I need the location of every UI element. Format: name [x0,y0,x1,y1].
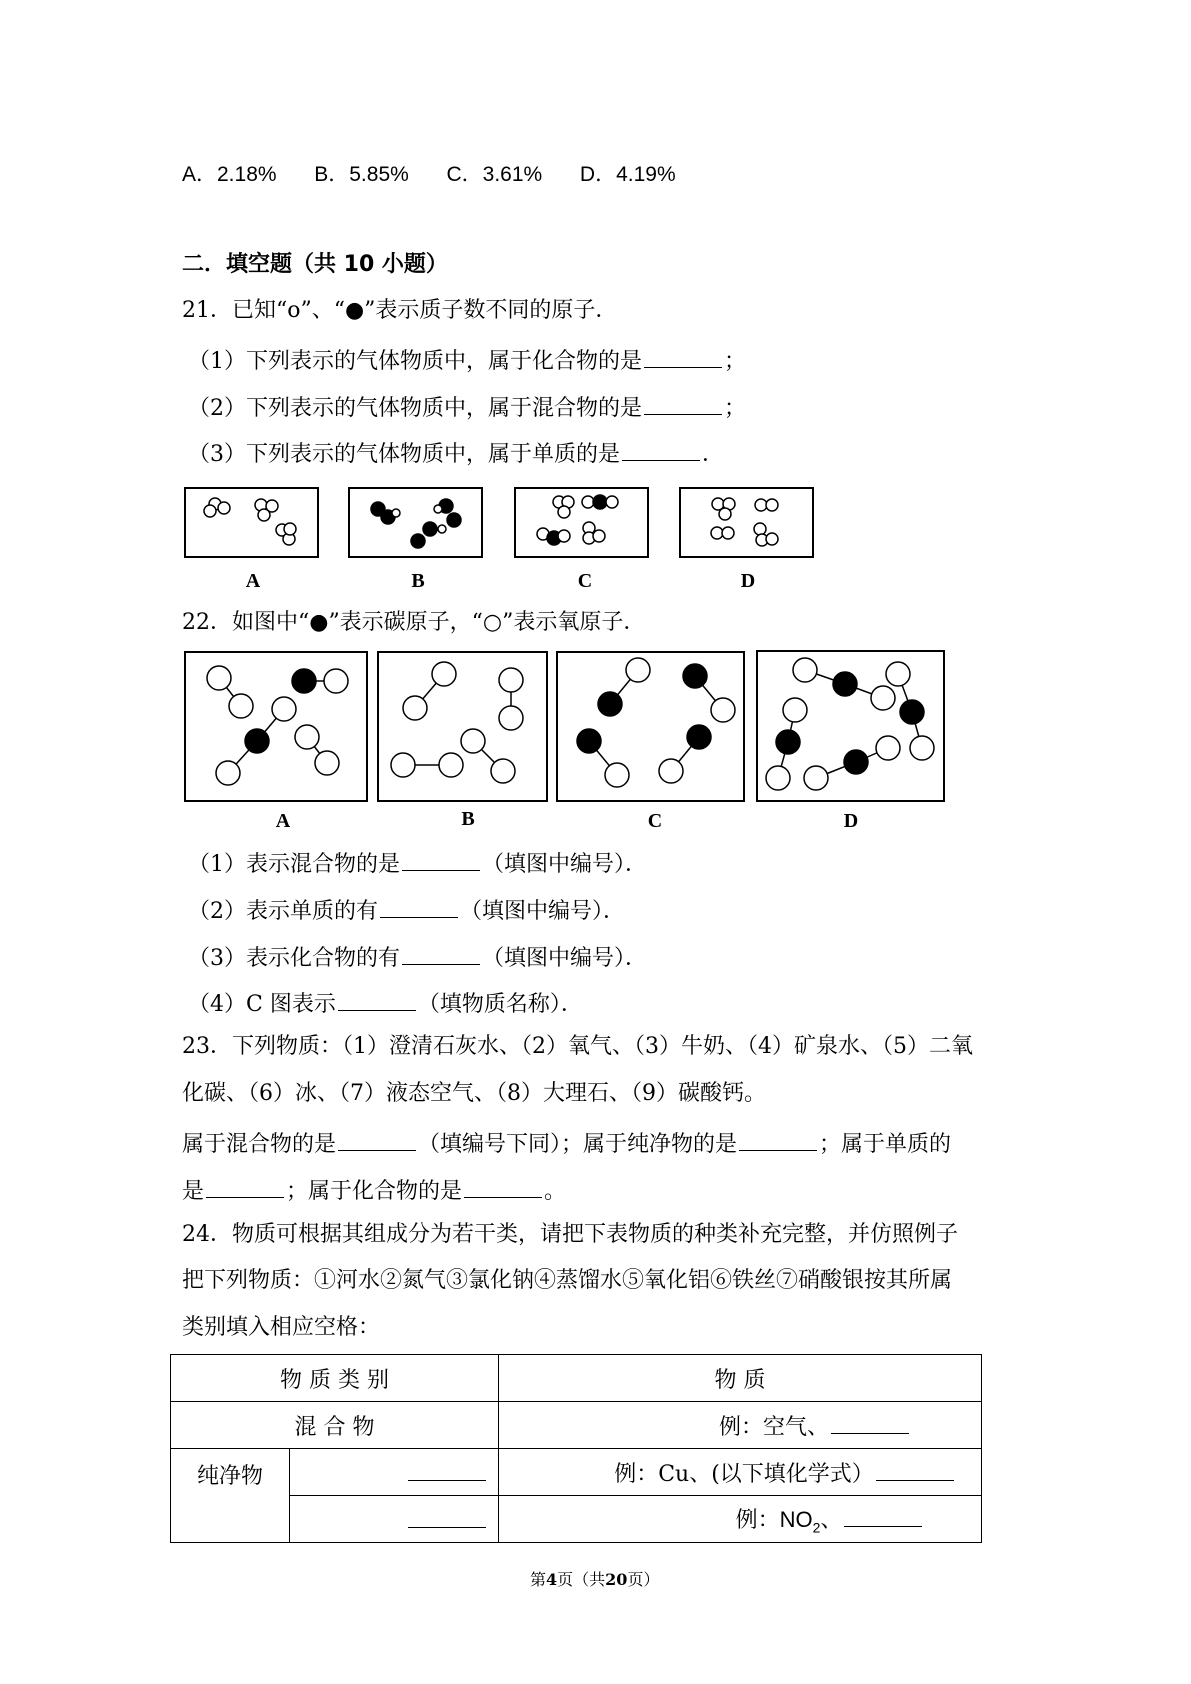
answer-blank[interactable] [338,1128,416,1151]
footer-prefix: 第 [530,1570,547,1589]
answer-blank[interactable] [739,1128,817,1151]
answer-blank[interactable] [876,1458,954,1481]
footer-page-number: 4 [546,1570,558,1589]
q22-label-a: A [275,810,291,832]
q21-sub2 [188,392,746,422]
mixture-example-cell [499,1402,982,1449]
table-row [171,1496,982,1543]
table-row [171,1402,982,1449]
q23-line3-a: 属于混合物的是 [182,1132,337,1157]
q21-figure-c [514,487,649,558]
q21-label-d: D [740,570,756,592]
pure-example-2-text: 例：NO [735,1506,813,1532]
q23-line4 [182,1175,566,1205]
page-footer [530,1567,659,1590]
q22-sub2-text: （2）表示单质的有 [188,899,378,924]
q21-figure-b [348,487,483,558]
q23-line3-b: （填编号下同）；属于纯净物的是 [418,1132,738,1157]
q22-figure-b [377,651,548,802]
q22-sub4-text: （4）C 图表示 [188,992,336,1017]
option-b: B．5.85% [314,163,409,186]
q23-line3 [182,1128,951,1158]
q22-sub4-end: （填物质名称）． [417,992,583,1017]
q21-sub3-text: （3）下列表示的气体物质中，属于单质的是 [188,442,620,467]
answer-blank[interactable] [206,1175,284,1198]
q22-sub4 [188,988,583,1018]
pure-example-2-suffix: 、 [820,1506,843,1532]
q22-figure-a [184,651,368,802]
q24-line2: 把下列物质：①河水②氮气③氯化钠④蒸馏水⑤氧化铝⑥铁丝⑦硝酸银按其所属 [182,1268,953,1293]
q21-sub2-end: ； [724,396,747,421]
q24-line3: 类别填入相应空格： [182,1315,381,1340]
pure-example-2-cell [499,1496,982,1543]
answer-blank[interactable] [644,392,722,415]
q22-sub1-end: （填图中编号）． [482,852,648,877]
pure-example-1-cell [499,1449,982,1496]
mixture-example-text: 例：空气、 [718,1414,829,1440]
q23-line4-c: 。 [544,1179,567,1204]
q21-label-c: C [577,570,593,592]
q22-sub1 [188,848,647,878]
table-row [171,1355,982,1402]
q22-label-d: D [843,810,859,832]
table-row [171,1449,982,1496]
table-header-substance: 物 质 [499,1355,982,1402]
q22-sub2-end: （填图中编号）． [460,899,626,924]
q21-sub3 [188,438,724,468]
q23-line4-a: 是 [182,1179,205,1204]
q22-label-b: B [461,808,475,830]
answer-blank[interactable] [831,1411,909,1434]
q23-line3-c: ；属于单质的 [819,1132,952,1157]
q23-line4-b: ；属于化合物的是 [286,1179,463,1204]
q21-figure-d [679,487,814,558]
answer-blank[interactable] [338,988,416,1011]
answer-blank[interactable] [644,345,722,368]
q21-sub3-end: ． [702,442,725,467]
q21-sub1-end: ； [724,349,747,374]
q23-line1: 23．下列物质：（1）澄清石灰水、（2）氧气、（3）牛奶、（4）矿泉水、（5）二氧 [182,1034,973,1059]
answer-blank[interactable] [622,438,700,461]
q21-label-a: A [245,570,261,592]
pure-subcategory-1 [290,1449,499,1496]
answer-blank[interactable] [402,942,480,965]
answer-blank[interactable] [844,1504,922,1527]
answer-blank[interactable] [464,1175,542,1198]
q22-sub2 [188,895,625,925]
table-header-category: 物 质 类 别 [171,1355,499,1402]
mixture-cell: 混 合 物 [171,1402,499,1449]
q21-sub2-text: （2）下列表示的气体物质中，属于混合物的是 [188,396,642,421]
q21-sub1-text: （1）下列表示的气体物质中，属于化合物的是 [188,349,642,374]
q22-figure-d [756,650,945,802]
q23-line2: 化碳、（6）冰、（7）液态空气、（8）大理石、（9）碳酸钙。 [182,1081,766,1106]
q21-figure-a [184,487,319,558]
q22-sub3-text: （3）表示化合物的有 [188,946,400,971]
answer-blank[interactable] [408,1505,486,1528]
q21-sub1 [188,345,746,375]
section-heading: 二．填空题（共 10 小题） [182,252,448,277]
option-a: A．2.18% [182,163,277,186]
q22-figure-c [556,651,745,802]
q21-stem: 21．已知“o”、“●”表示质子数不同的原子． [182,298,618,323]
pure-example-2-subscript: 2 [812,1519,821,1536]
footer-suffix: 页） [627,1570,660,1589]
q22-sub1-text: （1）表示混合物的是 [188,852,400,877]
q21-label-b: B [411,570,425,592]
q22-label-c: C [647,810,663,832]
answer-options [182,158,676,188]
footer-mid: 页（共 [557,1570,606,1589]
option-d: D．4.19% [579,163,676,186]
option-c: C．3.61% [446,163,543,186]
q24-line1: 24．物质可根据其组成分为若干类，请把下表物质的种类补充完整，并仿照例子 [182,1222,958,1247]
answer-blank[interactable] [380,895,458,918]
pure-example-1-text: 例：Cu、(以下填化学式） [614,1461,874,1487]
pure-substance-cell: 纯净物 [171,1449,290,1543]
q22-sub3 [188,942,647,972]
answer-blank[interactable] [408,1458,486,1481]
classification-table [170,1354,982,1543]
pure-subcategory-2 [290,1496,499,1543]
q22-stem: 22．如图中“●”表示碳原子，“○”表示氧原子． [182,610,646,635]
footer-total-pages: 20 [605,1570,628,1589]
answer-blank[interactable] [402,848,480,871]
q22-sub3-end: （填图中编号）． [482,946,648,971]
